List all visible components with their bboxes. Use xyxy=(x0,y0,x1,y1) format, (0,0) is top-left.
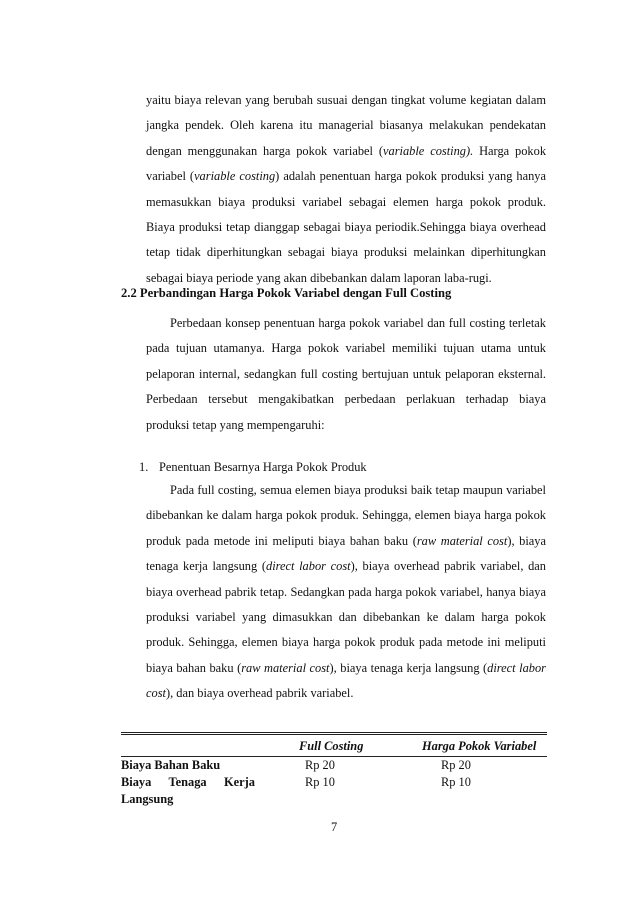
table-cell-variable: Rp 20 xyxy=(441,758,471,772)
paragraph-comparison: Perbedaan konsep penentuan harga pokok variabel dan full costing terletak pada tujuan utamanya. Harga pokok variabel memiliki tujuan utama untuk pelaporan internal, sedangkan full costing bertujuan untuk pelaporan eksternal. Perbedaan tersebut mengakibatkan perbedaan perlakuan terhadap biaya produksi tetap yang mempengaruhi: xyxy=(146,316,546,432)
table-header-empty xyxy=(121,734,299,757)
table-cell-label: Biaya Tenaga Kerja Langsung xyxy=(121,775,255,806)
table-cell-full-costing: Rp 10 xyxy=(305,775,335,789)
page-number: 7 xyxy=(331,820,338,834)
table-row xyxy=(121,774,547,808)
table-header-row xyxy=(121,734,547,757)
section-heading: 2.2 Perbandingan Harga Pokok Variabel dengan Full Costing xyxy=(121,286,452,300)
paragraph-variable-costing: yaitu biaya relevan yang berubah susuai dengan tingkat volume kegiatan dalam jangka pendek. Oleh karena itu managerial biasanya melakukan pendekatan dengan menggunakan harga pokok variabel (variable costing). Harga pokok variabel (variable costing) adalah penentuan harga pokok produksi yang hanya memasukkan biaya produksi variabel sebagai elemen harga pokok produk. Biaya produksi tetap dianggap sebagai biaya periodik.Sehingga biaya overhead tetap tidak diperhitungkan sebagai biaya produksi melainkan diperhitungkan sebagai biaya periode yang akan dibebankan dalam laporan laba-rugi. xyxy=(146,93,547,285)
table-cell-variable: Rp 10 xyxy=(441,775,471,789)
table-cell-full-costing: Rp 20 xyxy=(305,758,335,772)
table-header-variable: Harga Pokok Variabel xyxy=(422,734,547,757)
table-cell-label: Biaya Bahan Baku xyxy=(121,758,221,772)
list-item-title xyxy=(139,460,367,475)
paragraph-full-costing: Pada full costing, semua elemen biaya produksi baik tetap maupun variabel dibebankan ke dalam harga pokok produk. Sehingga, elemen biaya harga pokok produk pada metode ini meliputi biaya bahan baku (raw material cost), biaya tenaga kerja langsung (direct labor cost), biaya overhead pabrik variabel, dan biaya overhead pabrik tetap. Sedangkan pada harga pokok variabel, hanya biaya produksi variabel yang dimasukkan dan dibebankan ke dalam harga pokok produk. Sehingga, elemen biaya harga pokok produk pada metode ini meliputi biaya bahan baku (raw material cost), biaya tenaga kerja langsung (direct labor cost), dan biaya overhead pabrik variabel. xyxy=(146,483,546,701)
table-header-full-costing: Full Costing xyxy=(299,734,422,757)
table-row xyxy=(121,757,547,775)
list-item-number: 1. xyxy=(139,460,149,474)
list-item-text: Penentuan Besarnya Harga Pokok Produk xyxy=(159,460,367,474)
cost-comparison-table xyxy=(121,732,547,808)
